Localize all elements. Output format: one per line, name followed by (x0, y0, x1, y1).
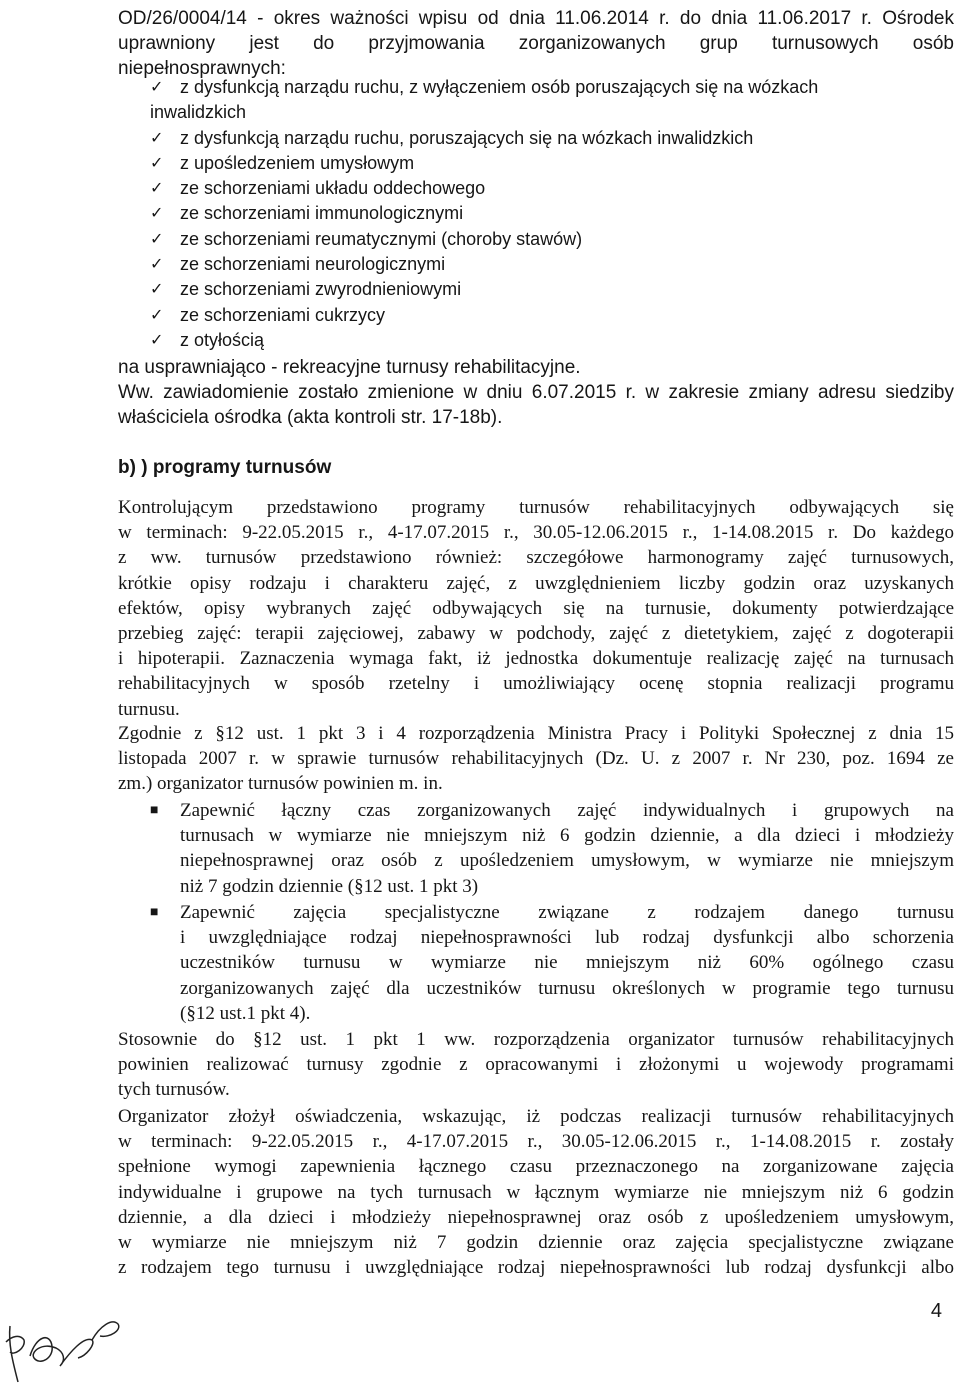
header-text-1: OD/26/0004/14 - okres ważności wpisu od dnia 11.06.2014 r. do dnia 11.06.2017 r. Ośrodek (118, 8, 954, 29)
check-item-text: z otyłością (180, 329, 265, 350)
after-list-block (118, 355, 954, 431)
header-line-1 (118, 6, 954, 82)
bullet-item (150, 900, 954, 1026)
paragraph-line: krótkie opisy rodzaju i charakteru zajęć, z uwzględnieniem liczby godzin oraz uzyskanych (118, 572, 954, 594)
paragraph-line: przebieg zajęć: terapii zajęciowej, zabawy w podchody, zajęć z dietetykiem, zajęć z dogoterapii (118, 623, 954, 645)
bullet-text (180, 900, 954, 1026)
paragraph-line: listopada 2007 r. w sprawie turnusów rehabilitacyjnych (Dz. U. z 2007 r. Nr 230, poz. 1694 ze (118, 748, 954, 770)
check-item-text: ze schorzeniami cukrzycy (180, 304, 386, 325)
paragraph-line: indywidualne i grupowe na tych turnusach w łącznym wymiarze nie mniejszym niż 6 godzin (118, 1181, 954, 1203)
header-text-2: uprawniony jest do przyjmowania zorganizowanych grup turnusowych osób (118, 33, 954, 55)
check-item (150, 303, 818, 328)
check-item-text: inwalidzkich (150, 102, 247, 123)
check-item-text: z upośledzeniem umysłowym (180, 152, 415, 173)
check-item (150, 176, 818, 201)
paragraph-accordance (118, 1027, 954, 1103)
check-item-text: ze schorzeniami neurologicznymi (180, 254, 446, 275)
bullet-line: uczestników turnusu w wymiarze nie mniejszym niż 60% ogólnego czasu (180, 952, 954, 974)
bullet-line: Zapewnić łączny czas zorganizowanych zajęć indywidualnych i grupowych na (180, 800, 954, 821)
checkmark-icon: ✓ (150, 154, 164, 172)
bullet-text (180, 798, 954, 899)
page-number: 4 (930, 1300, 942, 1322)
paragraph-line: efektów, opisy wybranych zajęć odbywających się na turnusie, dokumenty potwierdzające (118, 597, 954, 619)
bullet-line: niż 7 godzin dziennie (§12 ust. 1 pkt 3) (180, 875, 479, 897)
paragraph-line: spełnione wymogi zapewnienia łącznego czasu przeznaczonego na zorganizowane zajęcia (118, 1156, 954, 1178)
bullet-line: Zapewnić zajęcia specjalistyczne związane z rodzajem danego turnusu (180, 902, 954, 923)
checkmark-icon: ✓ (150, 230, 164, 248)
paragraph-line: powinien realizować turnusy zgodnie z opracowanymi i złożonymi u wojewody programami (118, 1054, 954, 1076)
check-item (150, 75, 818, 100)
check-item-text: ze schorzeniami zwyrodnieniowymi (180, 279, 462, 300)
paragraph-line: Stosownie do §12 ust. 1 pkt 1 ww. rozporządzenia organizator turnusów rehabilitacyjnych (118, 1029, 954, 1050)
after-list-line: Ww. zawiadomienie zostało zmienione w dniu 6.07.2015 r. w zakresie zmiany adresu siedziby (118, 382, 954, 404)
check-item (150, 227, 818, 252)
bullet-line: turnusach w wymiarze nie mniejszym niż 6 godzin dziennie, a dla dzieci i młodzieży (180, 825, 954, 847)
bullet-icon: ■ (150, 803, 159, 818)
checkmark-icon: ✓ (150, 180, 164, 198)
check-item (150, 201, 818, 226)
paragraph-line: Kontrolującym przedstawiono programy turnusów rehabilitacyjnych odbywających się (118, 497, 954, 518)
bullet-icon: ■ (150, 905, 159, 920)
bullet-line: zorganizowanych zajęć dla uczestników turnusu określonych w programie tego turnusu (180, 977, 954, 999)
bullet-line: (§12 ust.1 pkt 4). (180, 1002, 311, 1024)
check-item (150, 277, 818, 302)
paragraph-line: Organizator złożył oświadczenia, wskazując, iż podczas realizacji turnusów rehabilitacyjnych (118, 1106, 954, 1127)
bullet-line: i uwzględniające rodzaj niepełnosprawności lub rodzaj dysfunkcji albo schorzenia (180, 927, 954, 949)
paragraph-line: z rodzajem tego turnusu i uwzględniające rodzaj niepełnosprawności lub rodzaj dysfunkcji albo (118, 1257, 954, 1279)
disability-check-list (150, 75, 818, 353)
check-item-text: ze schorzeniami reumatycznymi (choroby stawów) (180, 228, 583, 249)
check-item (150, 328, 818, 353)
paragraph-declarations (118, 1104, 954, 1280)
checkmark-icon: ✓ (150, 306, 164, 324)
bullet-line: niepełnosprawnej oraz osób z upośledzeniem umysłowym, w wymiarze nie mniejszym (180, 850, 954, 872)
checkmark-icon: ✓ (150, 129, 164, 147)
paragraph-line: dziennie, a dla dzieci i młodzieży niepełnosprawnej oraz osób z upośledzeniem umysłowym, (118, 1206, 954, 1228)
checkmark-icon: ✓ (150, 281, 164, 299)
check-item-continuation (150, 100, 818, 125)
paragraph-line: w terminach: 9-22.05.2015 r., 4-17.07.2015 r., 30.05-12.06.2015 r., 1-14.08.2015 r. Do każdego (118, 522, 954, 544)
checkmark-icon: ✓ (150, 79, 164, 96)
checkmark-icon: ✓ (150, 205, 164, 223)
check-item-text: z dysfunkcją narządu ruchu, z wyłączeniem osób poruszających się na wózkach (180, 77, 819, 97)
after-list-line: na usprawniająco - rekreacyjne turnusy rehabilitacyjne. (118, 357, 581, 378)
checkmark-icon: ✓ (150, 331, 164, 349)
checkmark-icon: ✓ (150, 256, 164, 274)
paragraph-programs (118, 495, 954, 722)
check-item-text: ze schorzeniami immunologicznymi (180, 203, 464, 224)
check-item-text: ze schorzeniami układu oddechowego (180, 178, 486, 199)
paragraph-regulation (118, 721, 954, 797)
paragraph-line: w terminach: 9-22.05.2015 r., 4-17.07.2015 r., 30.05-12.06.2015 r., 1-14.08.2015 r. zostały (118, 1131, 954, 1153)
paragraph-line: i hipoterapii. Zaznaczenia wymaga fakt, iż jednostka dokumentuje realizację zajęć na turnusach (118, 648, 954, 670)
bullet-item (150, 798, 954, 899)
handwritten-signature (0, 1296, 140, 1386)
paragraph-line: zm.) organizator turnusów powinien m. in. (118, 773, 443, 795)
paragraph-line: turnusu. (118, 698, 180, 720)
header-text-3: niepełnosprawnych: (118, 58, 286, 80)
check-item-text: z dysfunkcją narządu ruchu, poruszających się na wózkach inwalidzkich (180, 127, 754, 148)
check-item (150, 252, 818, 277)
paragraph-line: rehabilitacyjnych w sposób rzetelny i umożliwiający ocenę stopnia realizacji programu (118, 673, 954, 695)
section-heading: b) ) programy turnusów (118, 457, 332, 478)
paragraph-line: w wymiarze nie mniejszym niż 7 godzin dziennie oraz zajęcia specjalistyczne związane (118, 1232, 954, 1254)
after-list-line: właściciela ośrodka (akta kontroli str. 17-18b). (118, 407, 503, 429)
paragraph-line: z ww. turnusów przedstawiono również: szczegółowe harmonogramy zajęć turnusowych, (118, 547, 954, 569)
paragraph-line: tych turnusów. (118, 1079, 230, 1101)
paragraph-line: Zgodnie z §12 ust. 1 pkt 3 i 4 rozporządzenia Ministra Pracy i Polityki Społecznej z dnia 15 (118, 723, 954, 744)
check-item (150, 126, 818, 151)
check-item (150, 151, 818, 176)
